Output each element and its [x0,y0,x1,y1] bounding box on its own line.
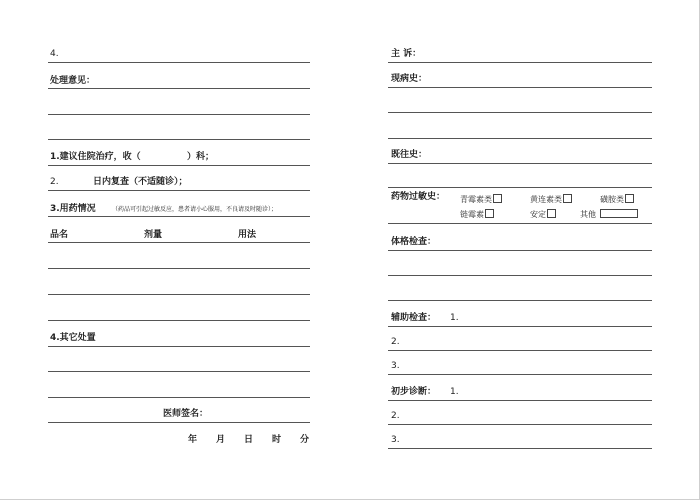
line [388,163,652,164]
line [48,139,310,140]
date-day: 日 [244,435,254,445]
date-minute: 分 [300,435,310,445]
column-dosage: 剂量 [144,230,163,240]
line [48,320,310,321]
line [388,223,652,224]
recheck-number: 2. [50,177,59,187]
allergy-option-sulfonamide: 磺胺类 [600,194,634,204]
diagnosis-item-3: 3. [391,435,400,445]
column-usage: 用法 [238,230,257,240]
medication-note: （药品可引起过敏反应，患者请小心服用，不良请及时随诊）； [112,206,278,213]
checkbox[interactable] [625,194,634,203]
line [388,87,652,88]
treatment-label: 处理意见： [50,76,96,86]
line [388,326,652,327]
checkbox[interactable] [547,209,556,218]
allergy-option-other: 其他 [580,209,638,219]
allergy-option-penicillin: 青霉素类 [460,194,502,204]
line [48,422,310,423]
line [388,250,652,251]
column-drug-name: 品名 [50,230,69,240]
line [48,346,310,347]
allergy-option-streptomycin: 链霉素 [460,209,494,219]
auxiliary-item-3: 3. [391,361,400,371]
line [48,371,310,372]
line [388,400,652,401]
diagnosis-item-1: 1. [450,387,459,397]
line [388,62,652,63]
line [388,350,652,351]
item-4-top: 4. [50,49,59,59]
line [388,300,652,301]
preliminary-diagnosis-label: 初步诊断： [391,387,437,397]
line [48,62,310,63]
line [388,424,652,425]
auxiliary-exam-label: 辅助检查： [391,313,437,323]
date-hour: 时 [272,435,282,445]
line [388,187,652,188]
allergy-option-diazepam: 安定 [530,209,556,219]
line [388,138,652,139]
line [48,165,310,166]
drug-allergy-label: 药物过敏史： [391,192,446,202]
auxiliary-item-1: 1. [450,313,459,323]
line [48,268,310,269]
checkbox[interactable] [485,209,494,218]
doctor-signature-label: 医师签名： [163,409,209,419]
line [48,190,310,191]
date-year: 年 [188,435,198,445]
diagnosis-item-2: 2. [391,411,400,421]
line [48,114,310,115]
hospitalization-prefix: 1.建议住院治疗，收（ [50,152,141,162]
line [48,294,310,295]
past-history-label: 既往史： [391,150,428,160]
medication-title: 3.用药情况 [50,204,96,214]
line [48,88,310,89]
line [388,374,652,375]
other-allergy-input[interactable] [600,209,638,218]
present-illness-label: 现病史： [391,74,428,84]
hospitalization-suffix: ）科； [187,152,215,162]
other-treatment-label: 4.其它处置 [50,333,96,343]
line [48,216,310,217]
recheck-text: 日内复查（不适随诊）； [93,177,188,187]
line [388,275,652,276]
auxiliary-item-2: 2. [391,337,400,347]
checkbox[interactable] [563,194,572,203]
physical-exam-label: 体格检查： [391,237,437,247]
line [48,397,310,398]
date-month: 月 [216,435,226,445]
chief-complaint-label: 主 诉： [391,49,422,59]
checkbox[interactable] [493,194,502,203]
line [48,242,310,243]
line [388,112,652,113]
line [388,448,652,449]
allergy-option-berberine: 黄连素类 [530,194,572,204]
